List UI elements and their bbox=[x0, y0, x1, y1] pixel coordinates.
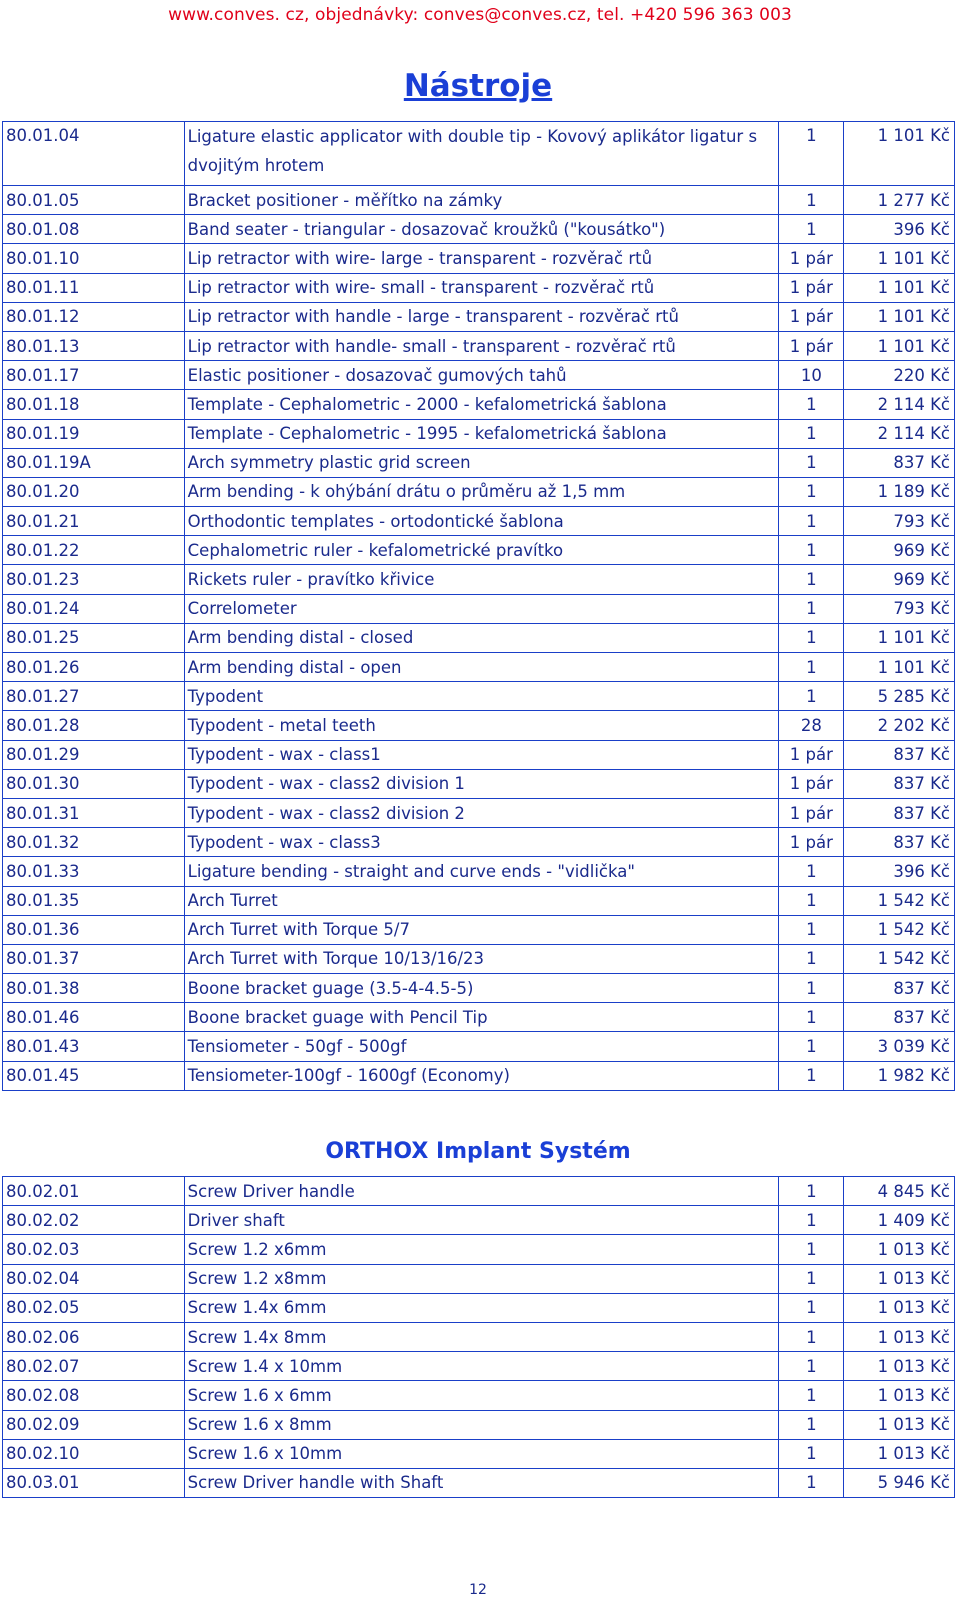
item-price: 2 114 Kč bbox=[844, 419, 955, 448]
table-row bbox=[3, 419, 955, 448]
item-description: Typodent - wax - class2 division 2 bbox=[184, 798, 779, 827]
item-description: Driver shaft bbox=[184, 1206, 779, 1235]
item-price: 837 Kč bbox=[844, 448, 955, 477]
item-description: Arm bending - k ohýbání drátu o průměru až 1,5 mm bbox=[184, 477, 779, 506]
contact-header: www.conves. cz, objednávky: conves@conves.cz, tel. +420 596 363 003 bbox=[168, 5, 792, 25]
item-description: Correlometer bbox=[184, 594, 779, 623]
item-quantity: 1 bbox=[779, 857, 844, 886]
item-quantity: 1 bbox=[779, 215, 844, 244]
table-row bbox=[3, 1177, 955, 1206]
item-price: 1 101 Kč bbox=[844, 122, 955, 186]
item-price: 1 101 Kč bbox=[844, 302, 955, 331]
item-description: Typodent - wax - class1 bbox=[184, 740, 779, 769]
item-description: Arch symmetry plastic grid screen bbox=[184, 448, 779, 477]
table-row bbox=[3, 682, 955, 711]
item-quantity: 1 bbox=[779, 944, 844, 973]
item-description: Screw Driver handle with Shaft bbox=[184, 1468, 779, 1497]
item-quantity: 1 bbox=[779, 390, 844, 419]
item-code: 80.01.08 bbox=[3, 215, 185, 244]
item-code: 80.01.45 bbox=[3, 1061, 185, 1090]
table-row bbox=[3, 1032, 955, 1061]
tools-price-table bbox=[2, 121, 955, 1091]
item-quantity: 1 pár bbox=[779, 302, 844, 331]
item-quantity: 1 bbox=[779, 419, 844, 448]
item-code: 80.01.30 bbox=[3, 769, 185, 798]
item-quantity: 1 pár bbox=[779, 798, 844, 827]
item-price: 5 285 Kč bbox=[844, 682, 955, 711]
item-quantity: 1 bbox=[779, 886, 844, 915]
item-quantity: 1 pár bbox=[779, 244, 844, 273]
item-description: Lip retractor with wire- small - transparent - rozvěrač rtů bbox=[184, 273, 779, 302]
item-description: Arch Turret with Torque 5/7 bbox=[184, 915, 779, 944]
table-row bbox=[3, 740, 955, 769]
item-price: 1 013 Kč bbox=[844, 1381, 955, 1410]
item-price: 1 542 Kč bbox=[844, 944, 955, 973]
item-description: Arch Turret with Torque 10/13/16/23 bbox=[184, 944, 779, 973]
item-code: 80.01.33 bbox=[3, 857, 185, 886]
item-quantity: 1 bbox=[779, 1410, 844, 1439]
item-price: 837 Kč bbox=[844, 828, 955, 857]
item-price: 1 013 Kč bbox=[844, 1322, 955, 1351]
item-description: Screw 1.6 x 8mm bbox=[184, 1410, 779, 1439]
item-code: 80.02.09 bbox=[3, 1410, 185, 1439]
item-price: 969 Kč bbox=[844, 536, 955, 565]
item-price: 1 101 Kč bbox=[844, 244, 955, 273]
table-row bbox=[3, 1293, 955, 1322]
item-price: 5 946 Kč bbox=[844, 1468, 955, 1497]
table-row bbox=[3, 653, 955, 682]
item-description: Screw 1.2 x8mm bbox=[184, 1264, 779, 1293]
item-quantity: 1 bbox=[779, 448, 844, 477]
item-code: 80.02.08 bbox=[3, 1381, 185, 1410]
item-price: 1 542 Kč bbox=[844, 915, 955, 944]
item-code: 80.01.26 bbox=[3, 653, 185, 682]
table-row bbox=[3, 1468, 955, 1497]
item-price: 1 101 Kč bbox=[844, 273, 955, 302]
item-quantity: 1 bbox=[779, 1003, 844, 1032]
table-row bbox=[3, 331, 955, 360]
item-price: 220 Kč bbox=[844, 361, 955, 390]
item-description: Screw 1.6 x 6mm bbox=[184, 1381, 779, 1410]
table-row bbox=[3, 186, 955, 215]
item-quantity: 1 bbox=[779, 186, 844, 215]
item-code: 80.01.05 bbox=[3, 186, 185, 215]
item-price: 1 409 Kč bbox=[844, 1206, 955, 1235]
item-price: 793 Kč bbox=[844, 507, 955, 536]
item-price: 1 013 Kč bbox=[844, 1293, 955, 1322]
item-price: 2 202 Kč bbox=[844, 711, 955, 740]
table-row bbox=[3, 302, 955, 331]
item-description: Screw 1.2 x6mm bbox=[184, 1235, 779, 1264]
item-description: Orthodontic templates - ortodontické šablona bbox=[184, 507, 779, 536]
table-row bbox=[3, 1206, 955, 1235]
item-price: 1 013 Kč bbox=[844, 1235, 955, 1264]
item-description: Arm bending distal - closed bbox=[184, 623, 779, 652]
table-row bbox=[3, 886, 955, 915]
item-code: 80.02.04 bbox=[3, 1264, 185, 1293]
item-code: 80.01.28 bbox=[3, 711, 185, 740]
item-code: 80.03.01 bbox=[3, 1468, 185, 1497]
item-quantity: 1 bbox=[779, 915, 844, 944]
item-code: 80.02.06 bbox=[3, 1322, 185, 1351]
item-code: 80.01.21 bbox=[3, 507, 185, 536]
item-code: 80.01.20 bbox=[3, 477, 185, 506]
item-code: 80.01.25 bbox=[3, 623, 185, 652]
item-description: Typodent - wax - class2 division 1 bbox=[184, 769, 779, 798]
item-description: Ligature bending - straight and curve ends - "vidlička" bbox=[184, 857, 779, 886]
table-row bbox=[3, 215, 955, 244]
item-quantity: 1 bbox=[779, 1381, 844, 1410]
table-row bbox=[3, 798, 955, 827]
item-description: Rickets ruler - pravítko křivice bbox=[184, 565, 779, 594]
item-price: 3 039 Kč bbox=[844, 1032, 955, 1061]
item-price: 1 189 Kč bbox=[844, 477, 955, 506]
item-price: 1 013 Kč bbox=[844, 1439, 955, 1468]
item-price: 1 277 Kč bbox=[844, 186, 955, 215]
item-quantity: 1 bbox=[779, 1293, 844, 1322]
item-code: 80.02.03 bbox=[3, 1235, 185, 1264]
table-row bbox=[3, 1003, 955, 1032]
item-description: Tensiometer-100gf - 1600gf (Economy) bbox=[184, 1061, 779, 1090]
table-row bbox=[3, 361, 955, 390]
item-code: 80.01.37 bbox=[3, 944, 185, 973]
item-description: Screw 1.4x 6mm bbox=[184, 1293, 779, 1322]
item-price: 1 542 Kč bbox=[844, 886, 955, 915]
item-quantity: 1 bbox=[779, 1468, 844, 1497]
item-code: 80.01.18 bbox=[3, 390, 185, 419]
item-quantity: 1 bbox=[779, 974, 844, 1003]
table-row bbox=[3, 711, 955, 740]
item-quantity: 28 bbox=[779, 711, 844, 740]
item-description: Screw Driver handle bbox=[184, 1177, 779, 1206]
table-row bbox=[3, 507, 955, 536]
table-row bbox=[3, 122, 955, 186]
item-code: 80.01.35 bbox=[3, 886, 185, 915]
item-quantity: 1 pár bbox=[779, 273, 844, 302]
item-price: 1 101 Kč bbox=[844, 623, 955, 652]
item-price: 396 Kč bbox=[844, 857, 955, 886]
table-row bbox=[3, 857, 955, 886]
item-code: 80.01.13 bbox=[3, 331, 185, 360]
item-quantity: 1 bbox=[779, 594, 844, 623]
item-code: 80.01.11 bbox=[3, 273, 185, 302]
item-quantity: 1 bbox=[779, 1032, 844, 1061]
table-row bbox=[3, 1381, 955, 1410]
item-price: 1 013 Kč bbox=[844, 1410, 955, 1439]
item-description: Boone bracket guage with Pencil Tip bbox=[184, 1003, 779, 1032]
item-price: 1 101 Kč bbox=[844, 653, 955, 682]
item-quantity: 1 bbox=[779, 1235, 844, 1264]
item-quantity: 1 bbox=[779, 477, 844, 506]
table-row bbox=[3, 1235, 955, 1264]
item-description: Arch Turret bbox=[184, 886, 779, 915]
item-code: 80.01.32 bbox=[3, 828, 185, 857]
item-quantity: 1 bbox=[779, 1322, 844, 1351]
table-row bbox=[3, 1352, 955, 1381]
item-quantity: 1 bbox=[779, 623, 844, 652]
implant-price-table bbox=[2, 1176, 955, 1498]
page-title: Nástroje bbox=[403, 68, 553, 104]
item-code: 80.01.10 bbox=[3, 244, 185, 273]
item-code: 80.02.01 bbox=[3, 1177, 185, 1206]
item-description: Elastic positioner - dosazovač gumových tahů bbox=[184, 361, 779, 390]
item-quantity: 1 bbox=[779, 536, 844, 565]
table-row bbox=[3, 244, 955, 273]
item-code: 80.01.23 bbox=[3, 565, 185, 594]
item-quantity: 1 pár bbox=[779, 331, 844, 360]
item-code: 80.01.19 bbox=[3, 419, 185, 448]
item-price: 396 Kč bbox=[844, 215, 955, 244]
item-quantity: 1 bbox=[779, 1264, 844, 1293]
table-row bbox=[3, 1410, 955, 1439]
table-row bbox=[3, 1322, 955, 1351]
table-row bbox=[3, 448, 955, 477]
item-code: 80.01.22 bbox=[3, 536, 185, 565]
item-description: Screw 1.4x 8mm bbox=[184, 1322, 779, 1351]
page-number: 12 bbox=[469, 1582, 487, 1598]
item-quantity: 1 bbox=[779, 122, 844, 186]
item-price: 4 845 Kč bbox=[844, 1177, 955, 1206]
table-row bbox=[3, 390, 955, 419]
table-row bbox=[3, 944, 955, 973]
table-row bbox=[3, 477, 955, 506]
item-price: 1 013 Kč bbox=[844, 1352, 955, 1381]
item-description: Lip retractor with handle - large - transparent - rozvěrač rtů bbox=[184, 302, 779, 331]
item-description: Arm bending distal - open bbox=[184, 653, 779, 682]
table-row bbox=[3, 974, 955, 1003]
item-description: Template - Cephalometric - 2000 - kefalometrická šablona bbox=[184, 390, 779, 419]
item-description: Typodent - wax - class3 bbox=[184, 828, 779, 857]
item-quantity: 1 bbox=[779, 653, 844, 682]
item-price: 837 Kč bbox=[844, 798, 955, 827]
item-code: 80.01.12 bbox=[3, 302, 185, 331]
item-description: Lip retractor with wire- large - transparent - rozvěrač rtů bbox=[184, 244, 779, 273]
item-price: 837 Kč bbox=[844, 974, 955, 1003]
item-description: Template - Cephalometric - 1995 - kefalometrická šablona bbox=[184, 419, 779, 448]
table-row bbox=[3, 594, 955, 623]
item-quantity: 1 pár bbox=[779, 769, 844, 798]
item-code: 80.02.05 bbox=[3, 1293, 185, 1322]
table-row bbox=[3, 565, 955, 594]
item-code: 80.01.17 bbox=[3, 361, 185, 390]
item-code: 80.02.02 bbox=[3, 1206, 185, 1235]
item-quantity: 1 bbox=[779, 507, 844, 536]
item-description: Cephalometric ruler - kefalometrické pravítko bbox=[184, 536, 779, 565]
item-description: Band seater - triangular - dosazovač kroužků ("kousátko") bbox=[184, 215, 779, 244]
item-price: 837 Kč bbox=[844, 769, 955, 798]
item-quantity: 1 bbox=[779, 1177, 844, 1206]
table-row bbox=[3, 1439, 955, 1468]
item-code: 80.01.43 bbox=[3, 1032, 185, 1061]
item-quantity: 10 bbox=[779, 361, 844, 390]
table-row bbox=[3, 769, 955, 798]
item-code: 80.01.31 bbox=[3, 798, 185, 827]
table-row bbox=[3, 915, 955, 944]
item-quantity: 1 bbox=[779, 682, 844, 711]
item-price: 1 101 Kč bbox=[844, 331, 955, 360]
item-description: Screw 1.4 x 10mm bbox=[184, 1352, 779, 1381]
item-quantity: 1 bbox=[779, 565, 844, 594]
table-row bbox=[3, 828, 955, 857]
table-row bbox=[3, 1264, 955, 1293]
table-row bbox=[3, 623, 955, 652]
item-code: 80.02.10 bbox=[3, 1439, 185, 1468]
item-code: 80.01.04 bbox=[3, 122, 185, 186]
item-description: Tensiometer - 50gf - 500gf bbox=[184, 1032, 779, 1061]
item-description: Boone bracket guage (3.5-4-4.5-5) bbox=[184, 974, 779, 1003]
item-quantity: 1 pár bbox=[779, 740, 844, 769]
item-price: 2 114 Kč bbox=[844, 390, 955, 419]
item-code: 80.01.36 bbox=[3, 915, 185, 944]
item-quantity: 1 pár bbox=[779, 828, 844, 857]
item-quantity: 1 bbox=[779, 1352, 844, 1381]
section-title-implant: ORTHOX Implant Systém bbox=[325, 1139, 631, 1164]
item-description: Typodent - metal teeth bbox=[184, 711, 779, 740]
item-quantity: 1 bbox=[779, 1439, 844, 1468]
item-code: 80.01.24 bbox=[3, 594, 185, 623]
item-code: 80.01.46 bbox=[3, 1003, 185, 1032]
item-code: 80.01.19A bbox=[3, 448, 185, 477]
item-code: 80.01.38 bbox=[3, 974, 185, 1003]
item-description: Screw 1.6 x 10mm bbox=[184, 1439, 779, 1468]
item-price: 837 Kč bbox=[844, 1003, 955, 1032]
table-row bbox=[3, 1061, 955, 1090]
item-description: Lip retractor with handle- small - transparent - rozvěrač rtů bbox=[184, 331, 779, 360]
item-quantity: 1 bbox=[779, 1206, 844, 1235]
item-quantity: 1 bbox=[779, 1061, 844, 1090]
item-description: Bracket positioner - měřítko na zámky bbox=[184, 186, 779, 215]
item-price: 1 013 Kč bbox=[844, 1264, 955, 1293]
item-description: Ligature elastic applicator with double tip - Kovový aplikátor ligatur s dvojitým hrotem bbox=[184, 122, 779, 186]
item-price: 837 Kč bbox=[844, 740, 955, 769]
item-price: 793 Kč bbox=[844, 594, 955, 623]
item-code: 80.02.07 bbox=[3, 1352, 185, 1381]
item-price: 1 982 Kč bbox=[844, 1061, 955, 1090]
table-row bbox=[3, 273, 955, 302]
item-description: Typodent bbox=[184, 682, 779, 711]
item-code: 80.01.29 bbox=[3, 740, 185, 769]
table-row bbox=[3, 536, 955, 565]
item-price: 969 Kč bbox=[844, 565, 955, 594]
item-code: 80.01.27 bbox=[3, 682, 185, 711]
